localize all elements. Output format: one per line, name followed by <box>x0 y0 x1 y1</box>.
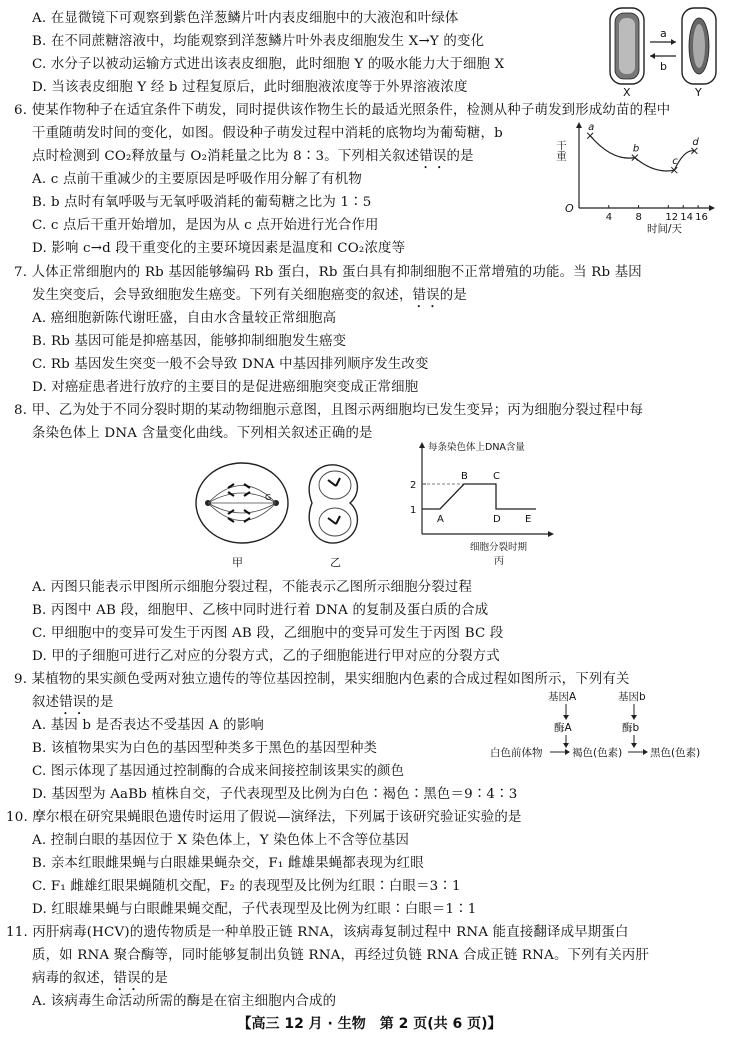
chart-title: 每条染色体上DNA含量 <box>428 442 525 453</box>
q8-option-d: D. 甲的子细胞可进行乙对应的分裂方式，乙的子细胞能进行甲对应的分裂方式 <box>32 649 500 664</box>
q6-stem-line1: 6. 使某作物种子在适宜条件下萌发，同时提供该作物生长的最适光照条件，检测从种子萌发到形成幼苗的程中 <box>14 103 671 118</box>
point-label-B: B <box>461 471 468 482</box>
q7-option-a: A. 癌细胞新陈代谢旺盛，自由水含量较正常细胞高 <box>32 311 337 326</box>
q10-option-a: A. 控制白眼的基因位于 X 染色体上，Y 染色体上不含等位基因 <box>32 833 410 848</box>
q9-stem-line2: 叙述错误的是 <box>32 695 114 710</box>
label-yi: 乙 <box>330 556 341 569</box>
point-label-A: A <box>437 514 444 525</box>
q5-option-b: B. 在不同蔗糖溶液中，均能观察到洋葱鳞片叶外表皮细胞发生 X→Y 的变化 <box>32 34 485 49</box>
q8-cell-figures <box>190 448 390 573</box>
q11-stem-line3: 病毒的叙述，错误的是 <box>32 971 168 986</box>
q10-option-c: C. F₁ 雌雄红眼果蝇随机交配，F₂ 的表现型及比例为红眼∶白眼＝3∶1 <box>32 879 461 894</box>
point-label-d: d <box>692 136 699 148</box>
y-tick-label-1: 1 <box>410 505 417 516</box>
label-a: a <box>660 27 667 40</box>
q6-option-a: A. c 点前干重减少的主要原因是呼吸作用分解了有机物 <box>32 172 362 187</box>
q9-option-a: A. 基因 b 是否表达不受基因 A 的影响 <box>32 718 264 733</box>
q5-cell-figure <box>602 2 724 98</box>
enzyme-a-label: 酶A <box>554 722 572 734</box>
point-label-b: b <box>632 143 640 155</box>
label-y: Y <box>695 86 702 98</box>
origin-label: O <box>565 202 574 215</box>
label-g: G <box>265 493 272 502</box>
q7-stem-line1: 7. 人体正常细胞内的 Rb 基因能够编码 Rb 蛋白，Rb 蛋白具有抑制细胞不正常增殖的功能。当 Rb 基因 <box>14 265 642 280</box>
gene-a-label: 基因A <box>548 691 577 703</box>
q8-option-a: A. 丙图只能表示甲图所示细胞分裂过程，不能表示乙图所示细胞分裂过程 <box>32 580 473 595</box>
q10-option-b: B. 亲本红眼雌果蝇与白眼雄果蝇杂交，F₁ 雌雄果蝇都表现为红眼 <box>32 856 424 871</box>
cell-y <box>682 8 716 84</box>
x-axis-label: 时间/天 <box>647 223 683 235</box>
cell-jia <box>196 463 288 543</box>
q11-option-a: A. 该病毒生命活动所需的酶是在宿主细胞内合成的 <box>32 994 337 1009</box>
q6-option-c: C. c 点后干重开始增加，是因为从 c 点开始进行光合作用 <box>32 218 379 233</box>
q7-stem-line2: 发生突变后，会导致细胞发生癌变。下列有关细胞癌变的叙述，错误的是 <box>32 288 467 303</box>
q9-pigment-pathway <box>488 688 728 764</box>
q10-option-d: D. 红眼雄果蝇与白眼雌果蝇交配，子代表现型及比例为红眼∶白眼＝1∶1 <box>32 902 477 917</box>
brown-pigment-label: 褐色(色素) <box>572 747 623 759</box>
q5-option-c: C. 水分子以被动运输方式进出该表皮细胞，此时细胞 Y 的吸水能力大于细胞 X <box>32 57 505 72</box>
q8-option-c: C. 甲细胞中的变异可发生于丙图 AB 段，乙细胞中的变异可发生于丙图 BC 段 <box>32 626 504 641</box>
point-label-E: E <box>525 514 532 525</box>
white-precursor-label: 白色前体物 <box>490 747 543 759</box>
q5-option-a: A. 在显微镜下可观察到紫色洋葱鳞片叶内表皮细胞中的大液泡和叶绿体 <box>32 11 459 26</box>
q7-option-b: B. Rb 基因可能是抑癌基因，能够抑制细胞发生癌变 <box>32 334 347 349</box>
label-b: b <box>660 60 667 73</box>
q6-stem-line2: 干重随萌发时间的变化，如图。假设种子萌发过程中消耗的底物均为葡萄糖，b <box>32 126 503 141</box>
point-label-c: c <box>672 156 678 168</box>
x-tick-label-16: 16 <box>695 212 708 223</box>
q11-stem-line1: 11. 丙肝病毒(HCV)的遗传物质是一种单股正链 RNA，该病毒复制过程中 RNA 能直接翻译成早期蛋白 <box>6 925 629 940</box>
q8-option-b: B. 丙图中 AB 段，细胞甲、乙核中同时进行着 DNA 的复制及蛋白质的合成 <box>32 603 489 618</box>
point-a <box>587 122 594 139</box>
q8-stem-line2: 条染色体上 DNA 含量变化曲线。下列相关叙述正确的是 <box>32 426 373 441</box>
q6-dry-weight-chart <box>555 118 725 236</box>
q11-stem-line2: 质，如 RNA 聚合酶等，同时能够复制出负链 RNA，再经过负链 RNA 合成正链 RNA。下列有关丙肝 <box>32 948 650 963</box>
q6-option-d: D. 影响 c→d 段干重变化的主要环境因素是温度和 CO₂浓度等 <box>32 241 406 256</box>
q9-option-c: C. 图示体现了基因通过控制酶的合成来间接控制该果实的颜色 <box>32 764 405 779</box>
label-bing: 丙 <box>494 556 504 567</box>
x-tick-label-8: 8 <box>635 212 642 223</box>
q9-option-d: D. 基因型为 AaBb 植株自交，子代表现型及比例为白色∶褐色∶黑色＝9∶4∶3 <box>32 787 518 802</box>
q5-option-d: D. 当该表皮细胞 Y 经 b 过程复原后，此时细胞液浓度等于外界溶液浓度 <box>32 80 468 95</box>
point-label-C: C <box>493 471 500 482</box>
y-tick-label-2: 2 <box>410 480 417 491</box>
dry-weight-curve <box>590 136 694 171</box>
q9-option-b: B. 该植物果实为白色的基因型种类多于黑色的基因型种类 <box>32 741 378 756</box>
q8-stem-line1: 8. 甲、乙为处于不同分裂时期的某动物细胞示意图，且图示两细胞均已发生变异；丙为细胞分裂过程中每 <box>14 403 644 418</box>
dna-content-curve <box>422 484 536 509</box>
gene-b-label: 基因b <box>618 691 646 703</box>
q6-option-b: B. b 点时有氧呼吸与无氧呼吸消耗的葡萄糖之比为 1∶5 <box>32 195 372 210</box>
label-jia: 甲 <box>232 556 243 569</box>
x-tick-label-12: 12 <box>665 212 679 223</box>
cell-yi <box>309 465 357 543</box>
q8-dna-content-chart <box>402 438 562 570</box>
q6-stem-line3: 点时检测到 CO₂释放量与 O₂消耗量之比为 8∶3。下列相关叙述错误的是 <box>32 149 474 164</box>
x-tick-label-4: 4 <box>605 212 613 223</box>
x-tick-label-14: 14 <box>680 212 693 223</box>
q7-option-c: C. Rb 基因发生突变一般不会导致 DNA 中基因排列顺序发生改变 <box>32 357 429 372</box>
black-pigment-label: 黑色(色素) <box>650 747 701 759</box>
x-axis-label: 细胞分裂时期 <box>470 542 528 553</box>
enzyme-b-label: 酶b <box>622 722 640 734</box>
q7-option-d: D. 对癌症患者进行放疗的主要目的是促进癌细胞突变成正常细胞 <box>32 380 419 395</box>
point-d <box>691 137 699 154</box>
page-footer: 【高三 12 月 · 生物 第 2 页(共 6 页)】 <box>237 1016 502 1032</box>
q10-stem: 10. 摩尔根在研究果蝇眼色遗传时运用了假说—演绎法，下列属于该研究验证实验的是 <box>6 810 522 825</box>
cell-x <box>610 8 644 84</box>
point-label-D: D <box>493 514 501 525</box>
label-x: X <box>623 86 631 98</box>
y-axis-label: 干重 <box>555 140 567 161</box>
point-label-a: a <box>588 121 595 133</box>
q9-stem-line1: 9. 某植物的果实颜色受两对独立遗传的等位基因控制，果实细胞内色素的合成过程如图所示，下列有关 <box>14 672 630 687</box>
